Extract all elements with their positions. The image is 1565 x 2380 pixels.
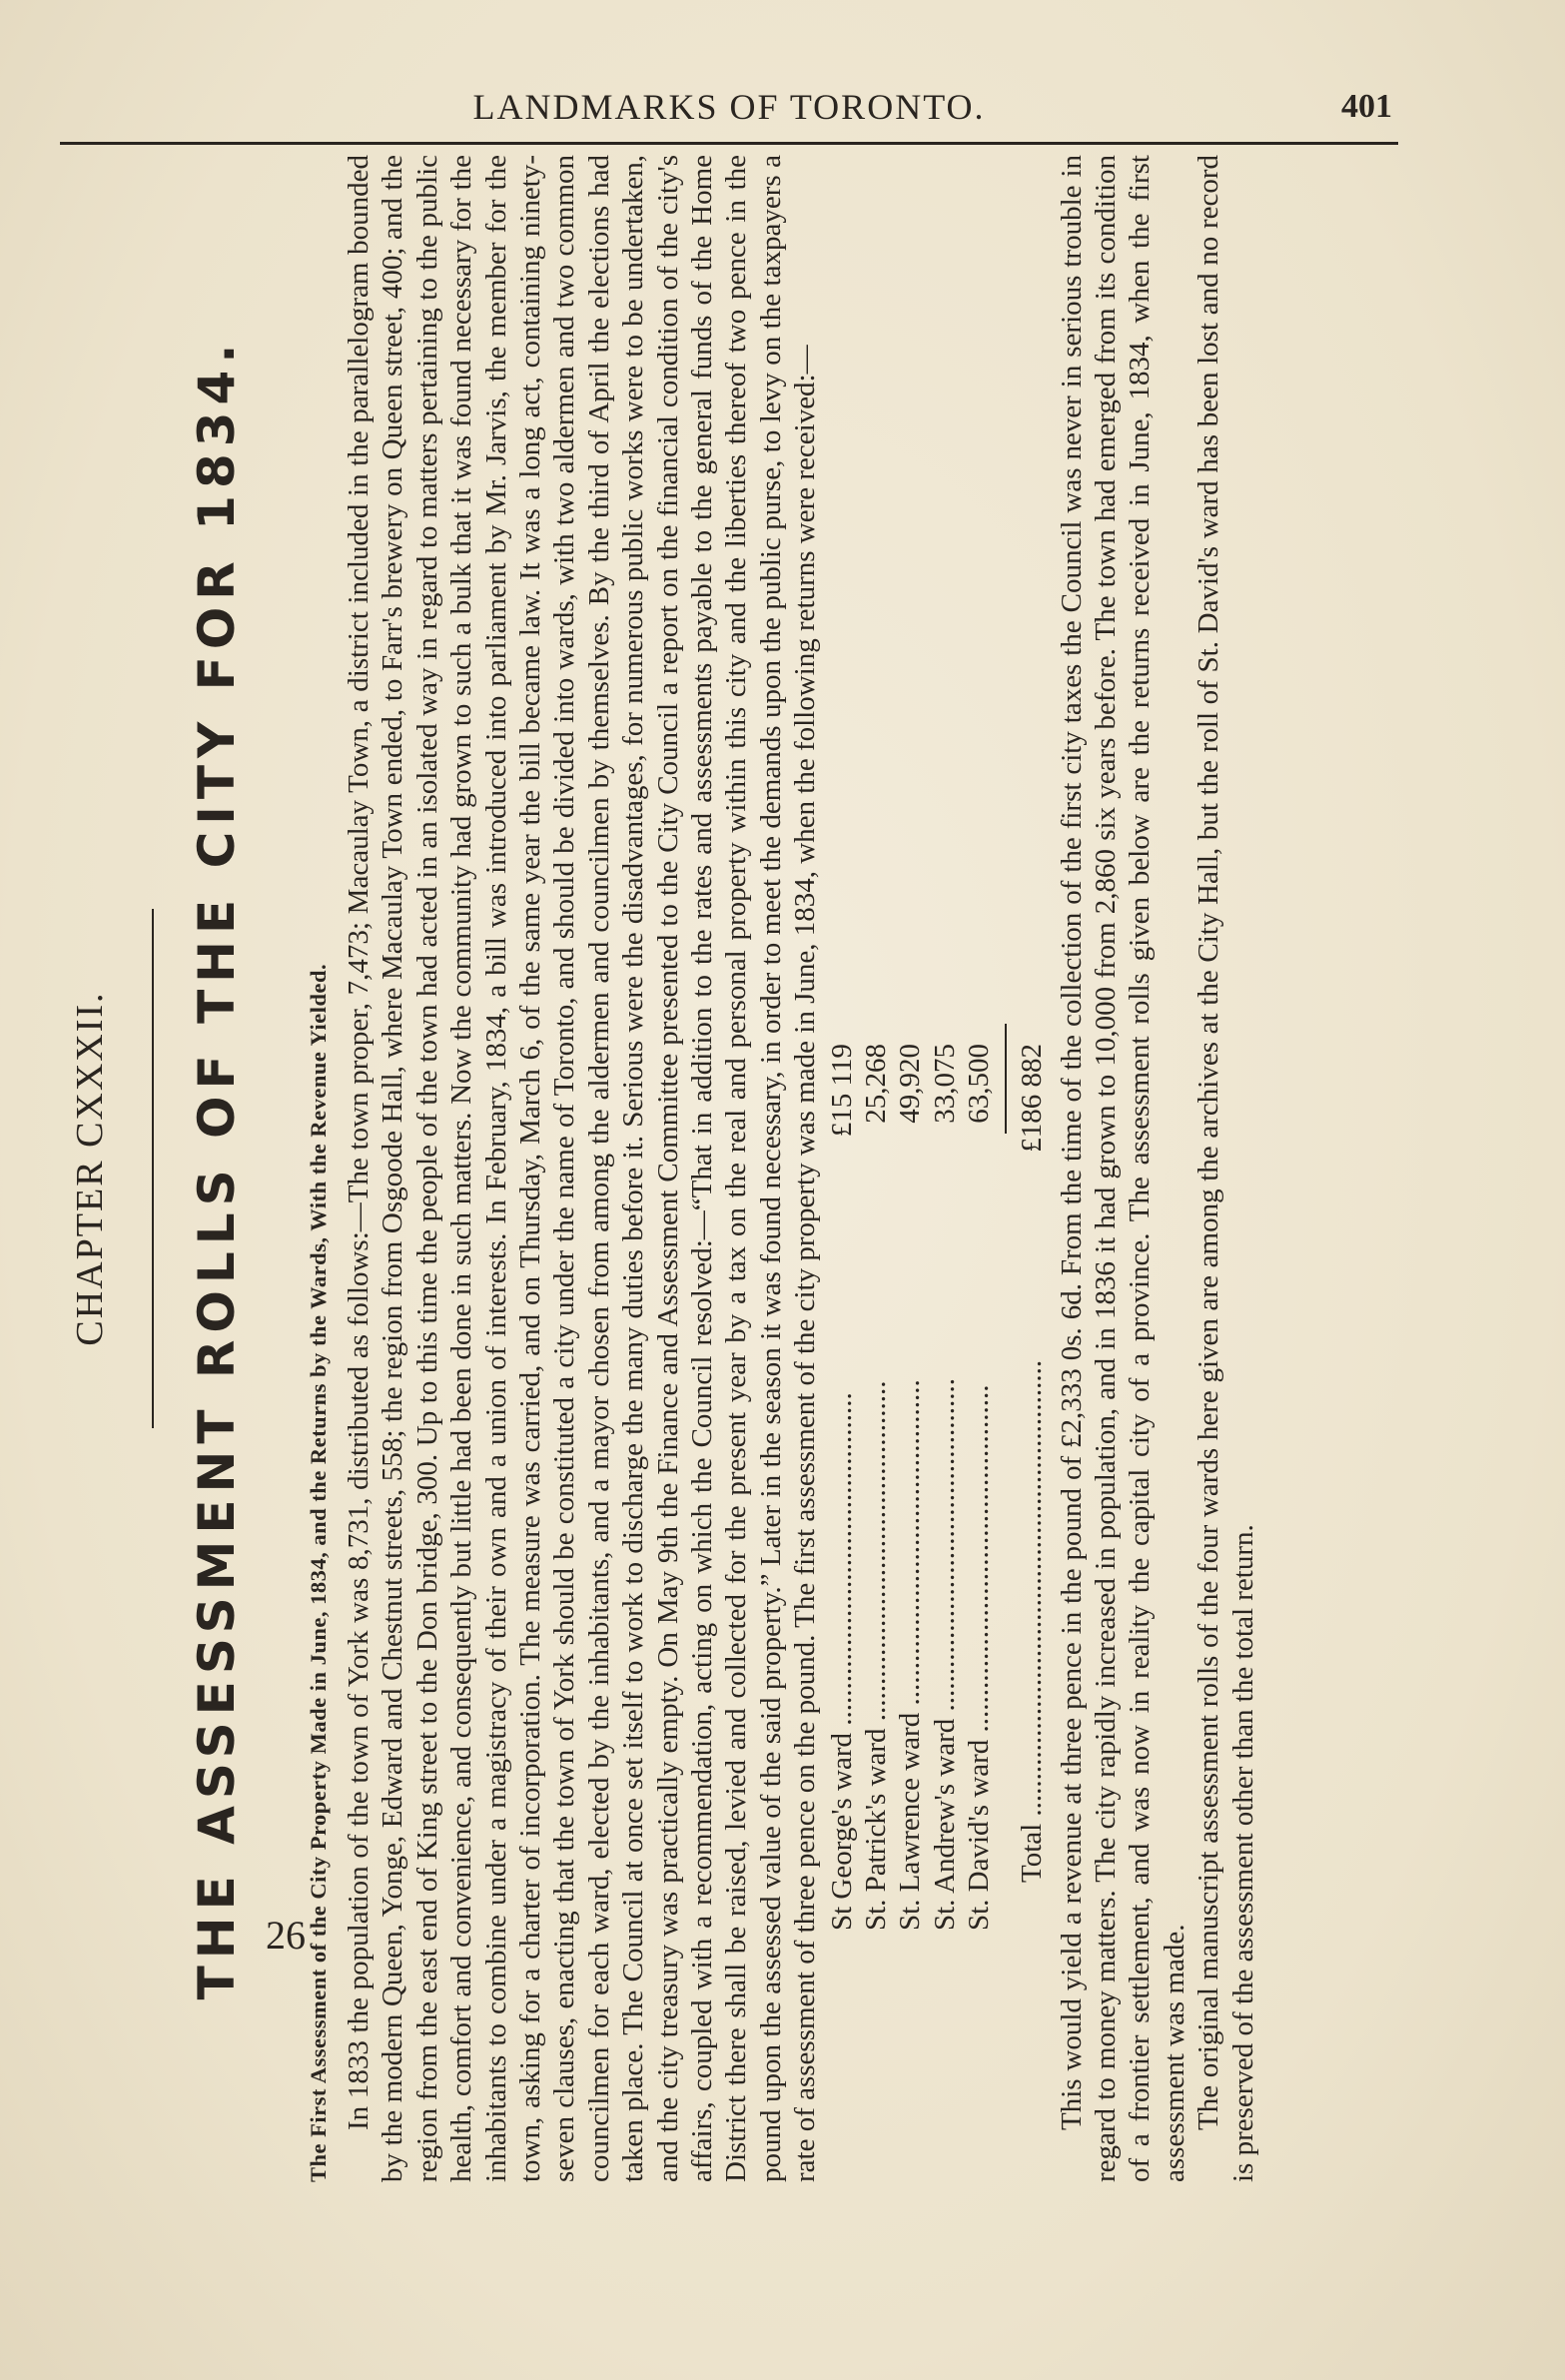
dot-leader: St. Lawrence ward .............................................	[894, 1379, 927, 1931]
ward-name: St. Andrew's ward	[928, 1718, 961, 1931]
dot-leader: St. Patrick's ward ...............................................	[860, 1380, 893, 1931]
chapter-title: THE ASSESSMENT ROLLS OF THE CITY FOR 1834.	[188, 337, 246, 2000]
ward-row	[859, 155, 893, 2182]
dot-leader: St George's ward ..............................................	[825, 1392, 858, 1931]
running-header	[60, 86, 1398, 145]
rotated-content	[50, 155, 1348, 2182]
total-row	[1011, 155, 1055, 2182]
page-number: 401	[1341, 88, 1392, 125]
ward-row	[893, 155, 927, 2182]
ward-row	[928, 155, 962, 2182]
ward-amount: 33,075	[928, 1044, 961, 1124]
running-title: LANDMARKS OF TORONTO.	[472, 87, 986, 127]
total-label-text: Total	[1015, 1823, 1048, 1883]
paragraph-archives: The original manuscript assessment rolls of the four wards here given are among the archives at the City Hall, but the roll of St. David's ward has been lost and no record is preserved of the assessment other than the total return.	[1192, 155, 1259, 2182]
total-label: Total ...............................................................	[1015, 1359, 1048, 1883]
total-amount: £186 882	[1015, 1044, 1048, 1153]
ward-name: St. Patrick's ward	[860, 1728, 893, 1931]
paragraph-intro: In 1833 the population of the town of York was 8,731, distributed as follows:—The town proper, 7,473; Macaulay Town, a district included in the parallelogram bounded by the modern Queen, Yonge, Edward and Chestnut streets, 558; the region from Osgoode Hall, where Macaulay Town ended, to Farr's brewery on Queen street, 400; and the region from the east end of King street to the Don bridge, 300. Up to this time the people of the town had acted in an isolated way in regard to matters pertaining to the public health, comfort and convenience, and consequently but little had been done in such matters. Now the community had grown to such a bulk that it was found necessary for the inhabitants to combine under a magistracy of their own and a union of interests. In February, 1834, a bill was introduced into parliament by Mr. Jarvis, the member for the town, asking for a charter of incorporation. The measure was carried, and on Thursday, March 6, of the same year the bill became law. It was a long act, containing ninety-seven clauses, enacting that the town of York should be constituted a city under the name of Toronto, and should be divided into wards, with two aldermen and two common councilmen for each ward, elected by the inhabitants, and a mayor chosen from among the aldermen and councilmen by themselves. By the third of April the elections had taken place. The Council at once set itself to work to discharge the many duties before it. Serious were the disadvantages, for numerous public works were to be undertaken, and the city treasury was practically empty. On May 9th the Finance and Assessment Committee presented to the City Council a report on the financial condition of the city's affairs, coupled with a recommendation, acting on which the Council resolved:—“That in addition to the rates and assessments payable to the general funds of the Home District there shall be raised, levied and collected for the present year by a tax on the real and personal property within this city and the liberties thereof two pence in the pound upon the assessed value of the said property.” Later in the season it was found necessary, in order to meet the demands upon the public purse, to levy on the taxpayers a rate of assessment of three pence on the pound. The first assessment of the city property was made in June, 1834, when the following returns were received:—	[343, 155, 822, 2182]
ward-amount: £15 119	[825, 1044, 858, 1138]
paragraph-revenue: This would yield a revenue at three pence in the pound of £2,333 0s. 6d. From the time of the collection of the first city taxes the Council was never in serious trouble in regard to money matters. The city rapidly increased in population, and in 1836 it had grown to 10,000 from 2,860 six years before. The town had emerged from its condition of a frontier settlement, and was now in reality the capital city of a province. The assessment rolls given below are the returns received in June, 1834, when the first assessment was made.	[1055, 155, 1190, 2182]
chapter-number: CHAPTER CXXXII.	[69, 991, 111, 1346]
ward-returns-list	[825, 155, 997, 2182]
dot-leader: St. David's ward ................................................	[963, 1384, 996, 1931]
chapter-subtitle: The First Assessment of the City Property Made in June, 1834, and the Returns by the Wards, With the Revenue Yielded.	[306, 963, 331, 2182]
ward-name: St George's ward	[825, 1733, 858, 1931]
ward-name: St. David's ward	[963, 1739, 996, 1931]
ward-row	[825, 155, 859, 2182]
ward-amount: 49,920	[894, 1044, 927, 1124]
article-body	[342, 155, 1260, 2182]
signature-mark: 26	[266, 1913, 306, 1958]
total-rule	[1005, 1024, 1007, 1134]
chapter-divider	[152, 909, 154, 1428]
ward-amount: 63,500	[963, 1044, 996, 1124]
ward-amount: 25,268	[860, 1044, 893, 1124]
ward-name: St. Lawrence ward	[894, 1712, 927, 1931]
dot-leader: St. Andrew's ward ..............................................	[928, 1378, 961, 1931]
ward-row	[962, 155, 996, 2182]
